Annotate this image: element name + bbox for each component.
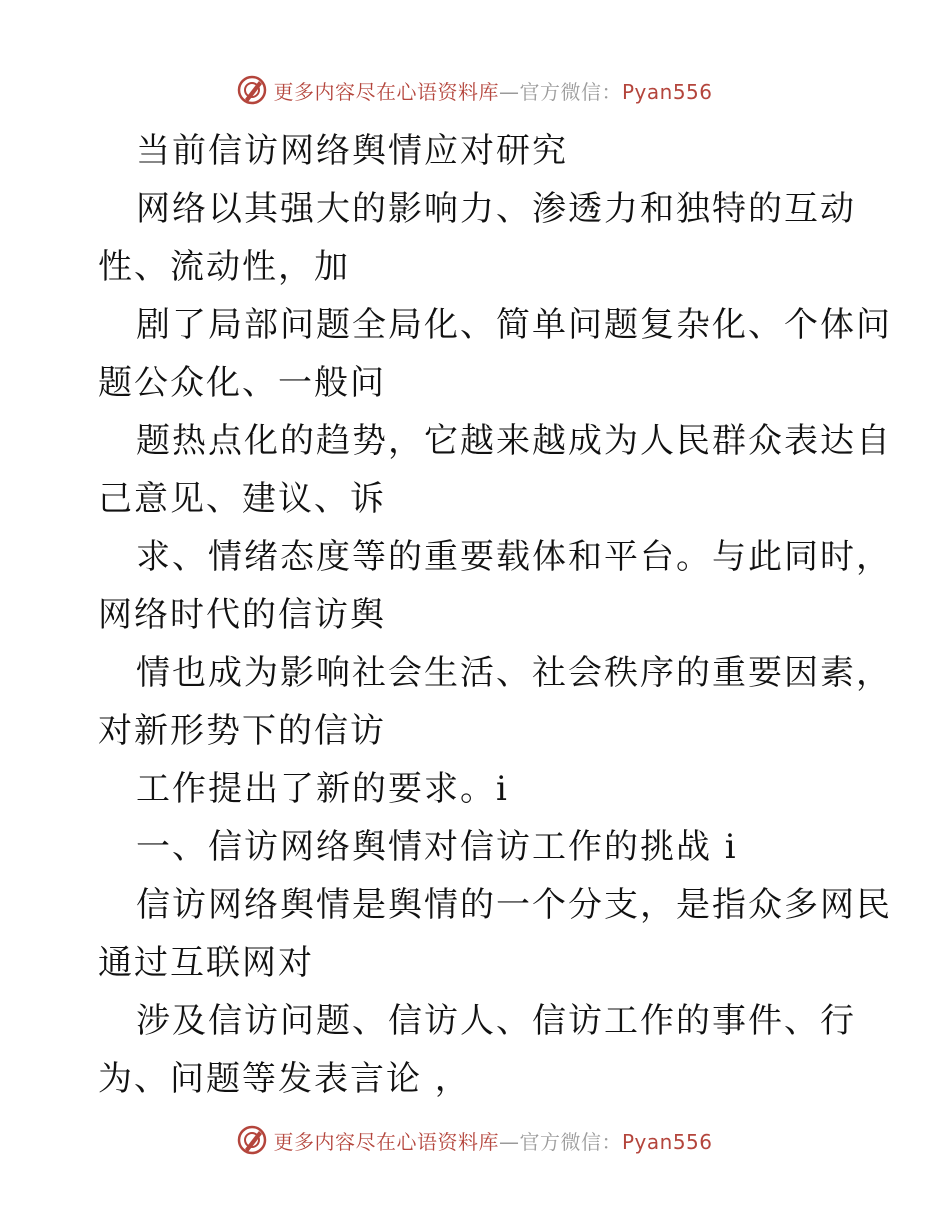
text-line: 求、情绪态度等的重要载体和平台。与此同时， xyxy=(136,537,892,577)
document-body xyxy=(98,122,892,1108)
header-banner-title: 更多内容尽在心语资料库 xyxy=(273,79,499,104)
text-line: 网络时代的信访舆 xyxy=(98,595,386,635)
header-banner xyxy=(0,70,950,110)
text-line: 题热点化的趋势，它越来越成为人民群众表达自 xyxy=(136,421,892,461)
text-line: 性、流动性，加 xyxy=(98,247,350,287)
pen-logo-icon xyxy=(237,1125,267,1155)
header-banner-wechat-id: Pyan556 xyxy=(621,79,713,104)
text-line: 题公众化、一般问 xyxy=(98,363,386,403)
text-line: 工作提出了新的要求。i xyxy=(136,769,509,809)
text-line: 网络以其强大的影响力、渗透力和独特的互动 xyxy=(136,189,856,229)
text-line: 一、信访网络舆情对信访工作的挑战 i xyxy=(136,827,738,867)
text-line: 信访网络舆情是舆情的一个分支，是指众多网民 xyxy=(136,885,892,925)
header-banner-wechat-label: 官方微信： xyxy=(519,79,622,104)
text-line: 情也成为影响社会生活、社会秩序的重要因素， xyxy=(136,653,892,693)
text-line: 己意见、建议、诉 xyxy=(98,479,386,519)
footer-banner-title: 更多内容尽在心语资料库 xyxy=(273,1129,499,1154)
header-banner-dash: — xyxy=(498,79,520,104)
footer-banner-text xyxy=(273,1126,712,1155)
footer-banner-dash: — xyxy=(498,1129,520,1154)
text-line: 对新形势下的信访 xyxy=(98,711,386,751)
header-banner-text xyxy=(273,76,712,105)
text-line: 通过互联网对 xyxy=(98,943,314,983)
pen-logo-icon xyxy=(237,75,267,105)
footer-banner-wechat-id: Pyan556 xyxy=(621,1129,713,1154)
text-line: 当前信访网络舆情应对研究 xyxy=(136,131,568,171)
text-line: 剧了局部问题全局化、简单问题复杂化、个体问 xyxy=(136,305,892,345)
text-line: 为、问题等发表言论 ， xyxy=(98,1059,471,1099)
footer-banner-wechat-label: 官方微信： xyxy=(519,1129,622,1154)
text-line: 涉及信访问题、信访人、信访工作的事件、行 xyxy=(136,1001,856,1041)
footer-banner xyxy=(0,1120,950,1160)
